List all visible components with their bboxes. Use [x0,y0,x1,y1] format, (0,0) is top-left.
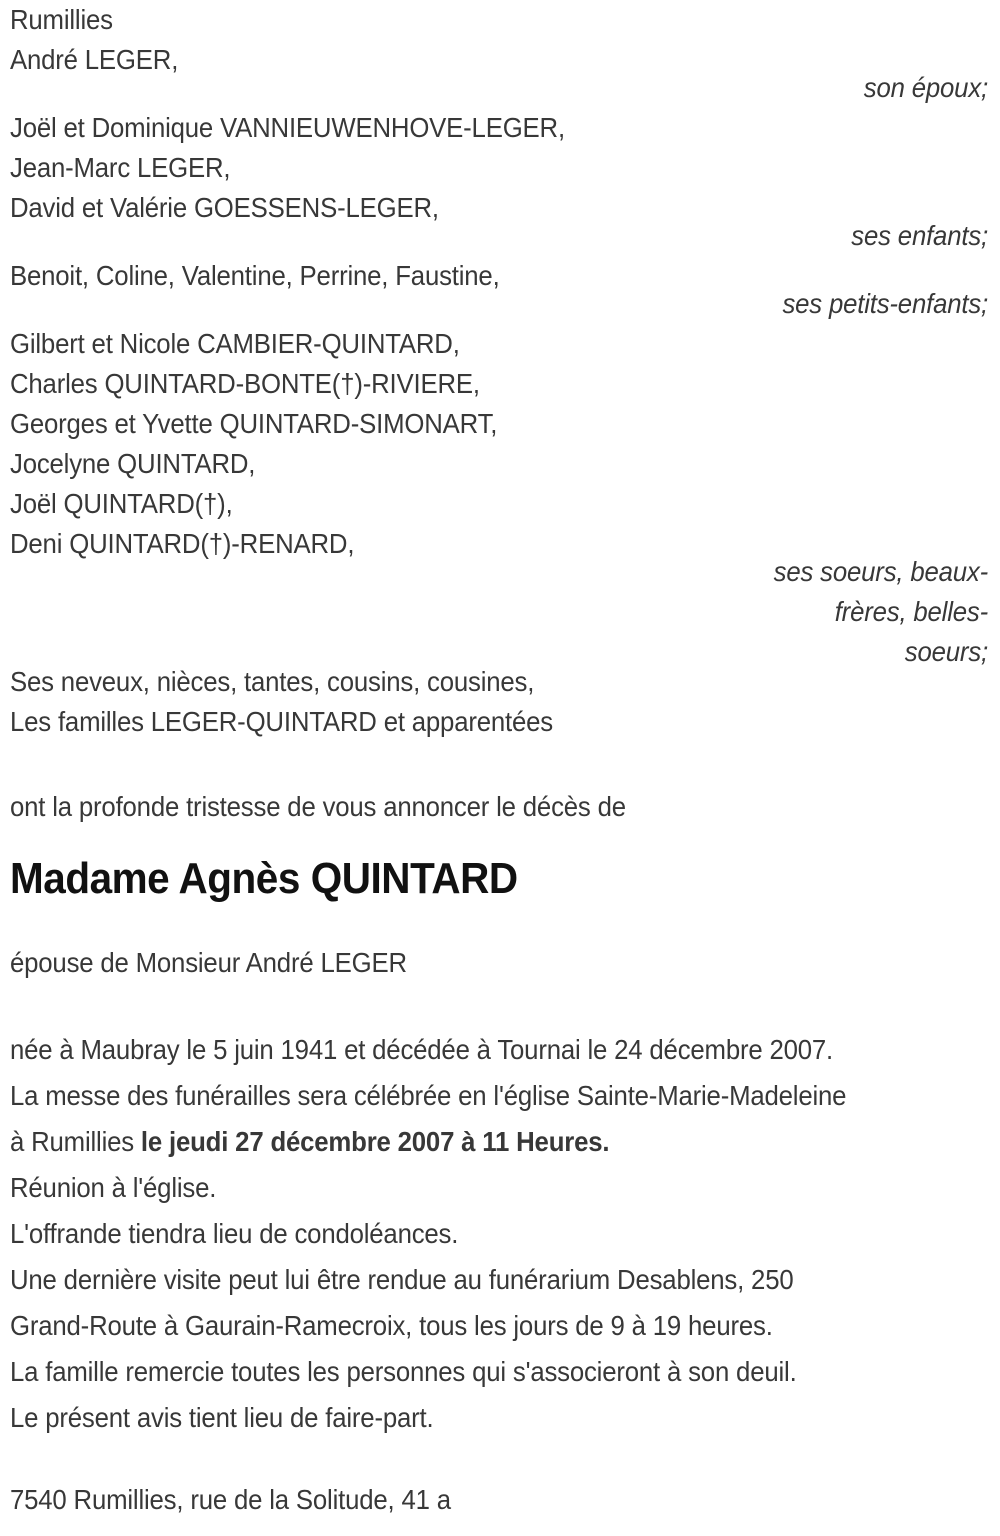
relatives-line: Ses neveux, nièces, tantes, cousins, cousines, [10,666,535,697]
families-line: Les familles LEGER-QUINTARD et apparentées [10,706,553,737]
deceased-name-title: Madame Agnès QUINTARD [10,854,518,903]
sibling-name-line: Gilbert et Nicole CAMBIER-QUINTARD, [10,328,460,359]
child-name-line: Jean-Marc LEGER, [10,152,231,183]
spouse-name-line: André LEGER, [10,44,179,75]
notice-line: Le présent avis tient lieu de faire-part. [10,1402,434,1433]
offering-line: L'offrande tiendra lieu de condoléances. [10,1218,459,1249]
funeral-mass-line-1: La messe des funérailles sera célébrée en l'église Sainte-Marie-Madeleine [10,1080,847,1111]
relation-grandchildren-label: ses petits-enfants; [782,288,988,319]
visit-line-1: Une dernière visite peut lui être rendue au funérarium Desablens, 250 [10,1264,794,1295]
sibling-name-line: Jocelyne QUINTARD, [10,448,256,479]
announcement-intro-line: ont la profonde tristesse de vous annoncer le décès de [10,791,626,822]
birth-death-line: née à Maubray le 5 juin 1941 et décédée à Tournai le 24 décembre 2007. [10,1034,834,1065]
relation-siblings-label-line: soeurs; [904,636,988,667]
city-line: Rumillies [10,4,113,35]
funeral-mass-prefix: à Rumillies [10,1126,141,1157]
grandchildren-names-line: Benoit, Coline, Valentine, Perrine, Faustine, [10,260,500,291]
child-name-line: David et Valérie GOESSENS-LEGER, [10,192,439,223]
thanks-line: La famille remercie toutes les personnes qui s'associeront à son deuil. [10,1356,797,1387]
meeting-line: Réunion à l'église. [10,1172,217,1203]
relation-children-label: ses enfants; [851,220,988,251]
relation-spouse-label: son époux; [863,72,988,103]
spouse-of-line: épouse de Monsieur André LEGER [10,947,407,978]
relation-siblings-label-line: frères, belles- [834,596,988,627]
relation-siblings-label-line: ses soeurs, beaux- [773,556,988,587]
sibling-name-line: Georges et Yvette QUINTARD-SIMONART, [10,408,498,439]
sibling-name-line: Deni QUINTARD(†)-RENARD, [10,528,355,559]
funeral-mass-line-2 [10,1119,910,1165]
funeral-date-bold: le jeudi 27 décembre 2007 à 11 Heures. [140,1126,610,1157]
sibling-name-line: Charles QUINTARD-BONTE(†)-RIVIERE, [10,368,480,399]
sibling-name-line: Joël QUINTARD(†), [10,488,233,519]
visit-line-2: Grand-Route à Gaurain-Ramecroix, tous les jours de 9 à 19 heures. [10,1310,773,1341]
child-name-line: Joël et Dominique VANNIEUWENHOVE-LEGER, [10,112,565,143]
address-line: 7540 Rumillies, rue de la Solitude, 41 a [10,1484,451,1515]
